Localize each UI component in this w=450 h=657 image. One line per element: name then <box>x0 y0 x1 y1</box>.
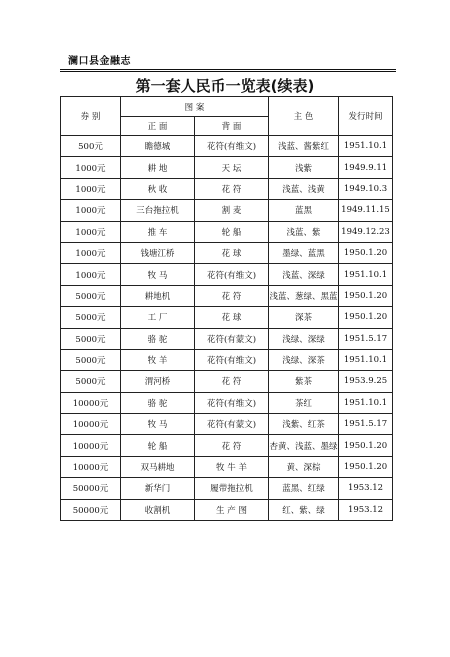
main-color-cell: 浅蓝、葱绿、黑蓝 <box>269 285 339 306</box>
header-rule <box>60 69 396 72</box>
table-row <box>61 221 393 242</box>
table-row <box>61 499 393 520</box>
issue-date-cell: 1949.10.3 <box>339 178 393 199</box>
back-design-cell: 花 球 <box>195 307 269 328</box>
denomination-cell: 500元 <box>61 136 121 157</box>
issue-date-cell: 1949.9.11 <box>339 157 393 178</box>
issue-date-cell: 1951.10.1 <box>339 349 393 370</box>
table-row <box>61 200 393 221</box>
back-design-cell: 花 符 <box>195 435 269 456</box>
main-color-cell: 杏黄、浅蓝、墨绿 <box>269 435 339 456</box>
main-color-cell: 蓝黑、红绿 <box>269 478 339 499</box>
main-color-cell: 茶红 <box>269 392 339 413</box>
main-color-cell: 浅蓝、酱紫红 <box>269 136 339 157</box>
denomination-cell: 10000元 <box>61 392 121 413</box>
main-color-cell: 浅蓝、紫 <box>269 221 339 242</box>
front-design-cell: 瞻德城 <box>121 136 195 157</box>
denomination-cell: 5000元 <box>61 307 121 328</box>
front-design-cell: 收割机 <box>121 499 195 520</box>
main-color-cell: 深茶 <box>269 307 339 328</box>
denomination-cell: 50000元 <box>61 478 121 499</box>
denomination-cell: 10000元 <box>61 456 121 477</box>
back-design-cell: 花符(有维文) <box>195 392 269 413</box>
front-design-cell: 牧 羊 <box>121 349 195 370</box>
table-row <box>61 328 393 349</box>
denomination-cell: 1000元 <box>61 178 121 199</box>
table-row <box>61 414 393 435</box>
front-design-cell: 耕地机 <box>121 285 195 306</box>
header-color: 主 色 <box>269 97 339 136</box>
main-color-cell: 浅绿、深绿 <box>269 328 339 349</box>
front-design-cell: 骆 驼 <box>121 392 195 413</box>
header-denomination: 券 别 <box>61 97 121 136</box>
header-issue-date: 发行时间 <box>339 97 393 136</box>
main-color-cell: 黄、深棕 <box>269 456 339 477</box>
header-design: 图 案 <box>121 97 269 117</box>
front-design-cell: 耕 地 <box>121 157 195 178</box>
main-color-cell: 浅蓝、深绿 <box>269 264 339 285</box>
back-design-cell: 花符(有维文) <box>195 264 269 285</box>
table-row <box>61 307 393 328</box>
main-color-cell: 墨绿、蓝黑 <box>269 242 339 263</box>
issue-date-cell: 1950.1.20 <box>339 435 393 456</box>
table-row <box>61 371 393 392</box>
table-title: 第一套人民币一览表(续表) <box>135 77 315 95</box>
header-back: 背 面 <box>195 117 269 136</box>
back-design-cell: 花 球 <box>195 242 269 263</box>
front-design-cell: 秋 收 <box>121 178 195 199</box>
back-design-cell: 轮 船 <box>195 221 269 242</box>
denomination-cell: 10000元 <box>61 414 121 435</box>
back-design-cell: 天 坛 <box>195 157 269 178</box>
front-design-cell: 双马耕地 <box>121 456 195 477</box>
issue-date-cell: 1950.1.20 <box>339 242 393 263</box>
back-design-cell: 履带拖拉机 <box>195 478 269 499</box>
front-design-cell: 新华门 <box>121 478 195 499</box>
denomination-cell: 1000元 <box>61 242 121 263</box>
issue-date-cell: 1951.10.1 <box>339 264 393 285</box>
running-header: 澜口县金融志 <box>68 56 131 67</box>
denomination-cell: 1000元 <box>61 221 121 242</box>
issue-date-cell: 1951.10.1 <box>339 136 393 157</box>
table-row <box>61 349 393 370</box>
table-row <box>61 478 393 499</box>
issue-date-cell: 1951.5.17 <box>339 414 393 435</box>
issue-date-cell: 1951.5.17 <box>339 328 393 349</box>
currency-table <box>60 96 393 521</box>
back-design-cell: 花符(有维文) <box>195 136 269 157</box>
table-row <box>61 456 393 477</box>
denomination-cell: 1000元 <box>61 264 121 285</box>
back-design-cell: 割 麦 <box>195 200 269 221</box>
main-color-cell: 浅蓝、浅黄 <box>269 178 339 199</box>
back-design-cell: 花符(有蒙文) <box>195 414 269 435</box>
issue-date-cell: 1951.10.1 <box>339 392 393 413</box>
table-row <box>61 136 393 157</box>
main-color-cell: 紫茶 <box>269 371 339 392</box>
denomination-cell: 1000元 <box>61 200 121 221</box>
back-design-cell: 生 产 图 <box>195 499 269 520</box>
back-design-cell: 花 符 <box>195 285 269 306</box>
header-front: 正 面 <box>121 117 195 136</box>
main-color-cell: 浅紫 <box>269 157 339 178</box>
table-row <box>61 435 393 456</box>
table-row <box>61 285 393 306</box>
table-row <box>61 264 393 285</box>
table-row <box>61 392 393 413</box>
front-design-cell: 渭河桥 <box>121 371 195 392</box>
main-color-cell: 浅紫、红茶 <box>269 414 339 435</box>
denomination-cell: 5000元 <box>61 349 121 370</box>
denomination-cell: 5000元 <box>61 371 121 392</box>
issue-date-cell: 1949.11.15 <box>339 200 393 221</box>
front-design-cell: 钱塘江桥 <box>121 242 195 263</box>
issue-date-cell: 1953.9.25 <box>339 371 393 392</box>
issue-date-cell: 1949.12.23 <box>339 221 393 242</box>
back-design-cell: 花 符 <box>195 178 269 199</box>
front-design-cell: 牧 马 <box>121 264 195 285</box>
front-design-cell: 牧 马 <box>121 414 195 435</box>
back-design-cell: 花符(有维文) <box>195 349 269 370</box>
denomination-cell: 5000元 <box>61 328 121 349</box>
issue-date-cell: 1950.1.20 <box>339 456 393 477</box>
main-color-cell: 浅绿、深茶 <box>269 349 339 370</box>
table-row <box>61 242 393 263</box>
front-design-cell: 三台拖拉机 <box>121 200 195 221</box>
table-row <box>61 157 393 178</box>
front-design-cell: 工 厂 <box>121 307 195 328</box>
main-color-cell: 蓝黑 <box>269 200 339 221</box>
denomination-cell: 50000元 <box>61 499 121 520</box>
denomination-cell: 5000元 <box>61 285 121 306</box>
issue-date-cell: 1950.1.20 <box>339 285 393 306</box>
front-design-cell: 骆 驼 <box>121 328 195 349</box>
issue-date-cell: 1953.12 <box>339 499 393 520</box>
table-row <box>61 178 393 199</box>
front-design-cell: 推 车 <box>121 221 195 242</box>
denomination-cell: 10000元 <box>61 435 121 456</box>
back-design-cell: 牧 牛 羊 <box>195 456 269 477</box>
issue-date-cell: 1950.1.20 <box>339 307 393 328</box>
main-color-cell: 红、紫、绿 <box>269 499 339 520</box>
front-design-cell: 轮 船 <box>121 435 195 456</box>
back-design-cell: 花符(有蒙文) <box>195 328 269 349</box>
denomination-cell: 1000元 <box>61 157 121 178</box>
back-design-cell: 花 符 <box>195 371 269 392</box>
issue-date-cell: 1953.12 <box>339 478 393 499</box>
